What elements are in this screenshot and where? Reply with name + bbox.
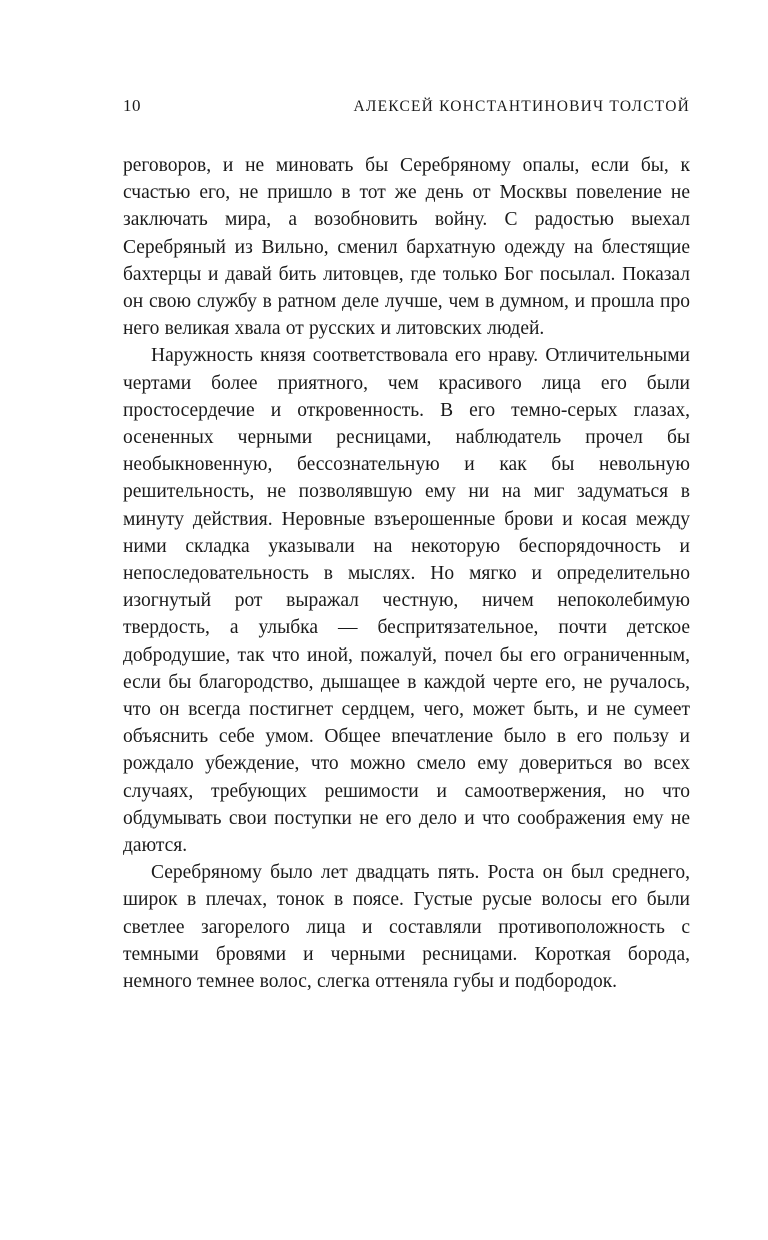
paragraph: Серебряному было лет двадцать пять. Роста он был среднего, широк в плечах, тонок в поясе. Густые русые волосы его были светлее загорелого лица и составляли противоположность с темными бровями и черными ресницами. Короткая борода, немного темнее волос, слегка оттеняла губы и подбородок.	[123, 862, 690, 993]
running-header-author: АЛЕКСЕЙ КОНСТАНТИНОВИЧ ТОЛСТОЙ	[353, 98, 690, 115]
paragraph: Наружность князя соответствовала его нраву. Отличительными чертами более приятного, чем красивого лица его были простосердечие и откровенность. В его темно-серых глазах, осененных черными ресницами, наблюдатель прочел бы необыкновенную, бессознательную и как бы невольную решительность, не позволявшую ему ни на миг задуматься в минуту действия. Неровные взъерошенные брови и косая между ними складка указывали на некоторую беспорядочность и непоследовательность в мыслях. Но мягко и определительно изогнутый рот выражал честную, ничем непоколебимую твердость, а улыбка — беспритязательное, почти детское добродушие, так что иной, пожалуй, почел бы его ограниченным, если бы благородство, дышащее в каждой черте его, не ручалось, что он всегда постигнет сердцем, чего, может быть, и не сумеет объяснить себе умом. Общее впечатление было в его пользу и рождало убеждение, что можно смело ему довериться во всех случаях, требующих решимости и самоотвержения, но что обдумывать свои поступки не его дело и что соображения ему не даются.	[123, 345, 690, 857]
page-body	[123, 152, 690, 995]
page-number: 10	[123, 96, 141, 115]
paragraph: реговоров, и не миновать бы Серебряному опалы, если бы, к счастью его, не пришло в тот же день от Москвы повеление не заключать мира, а возобновить войну. С радостью выехал Серебряный из Вильно, сменил бархатную одежду на блестящие бахтерцы и давай бить литовцев, где только Бог посылал. Показал он свою службу в ратном деле лучше, чем в думном, и прошла про него великая хвала от русских и литовских людей.	[123, 155, 690, 340]
running-header	[123, 96, 690, 116]
